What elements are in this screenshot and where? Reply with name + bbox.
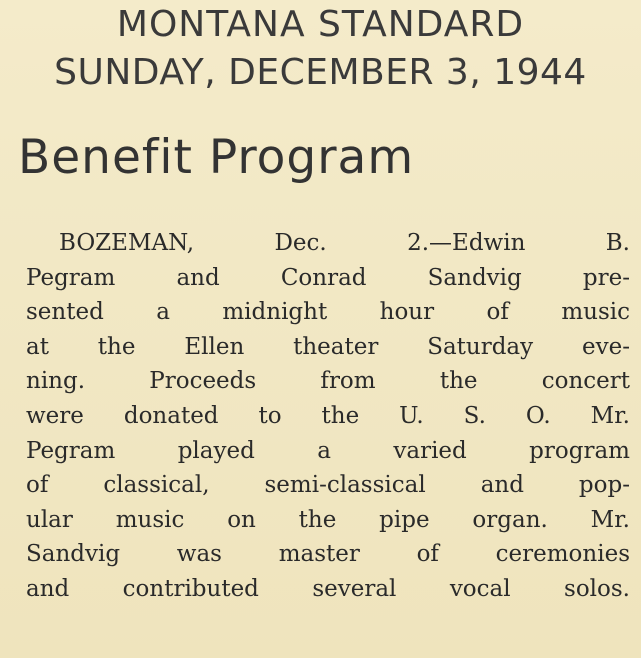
article-line: BOZEMAN, Dec. 2.—Edwin B. [59, 230, 630, 256]
article-line: Sandvig was master of ceremonies [26, 541, 630, 568]
article-line: sented a midnight hour of music [26, 299, 630, 326]
article-body [26, 226, 630, 607]
article-line: at the Ellen theater Saturday eve- [26, 333, 630, 360]
article-line: of classical, semi-classical and pop- [26, 472, 630, 499]
article-line: and contributed several vocal solos. [26, 575, 630, 602]
article-line: Pegram and Conrad Sandvig pre- [26, 264, 630, 291]
article-line: ular music on the pipe organ. Mr. [26, 506, 630, 533]
publication-date: SUNDAY, DECEMBER 3, 1944 [54, 52, 587, 93]
article-line: ning. Proceeds from the concert [26, 368, 630, 395]
article-line: were donated to the U. S. O. Mr. [26, 402, 630, 429]
article-headline: Benefit Program [18, 130, 415, 185]
article-line: Pegram played a varied program [26, 437, 630, 464]
publication-name: MONTANA STANDARD [116, 4, 525, 45]
